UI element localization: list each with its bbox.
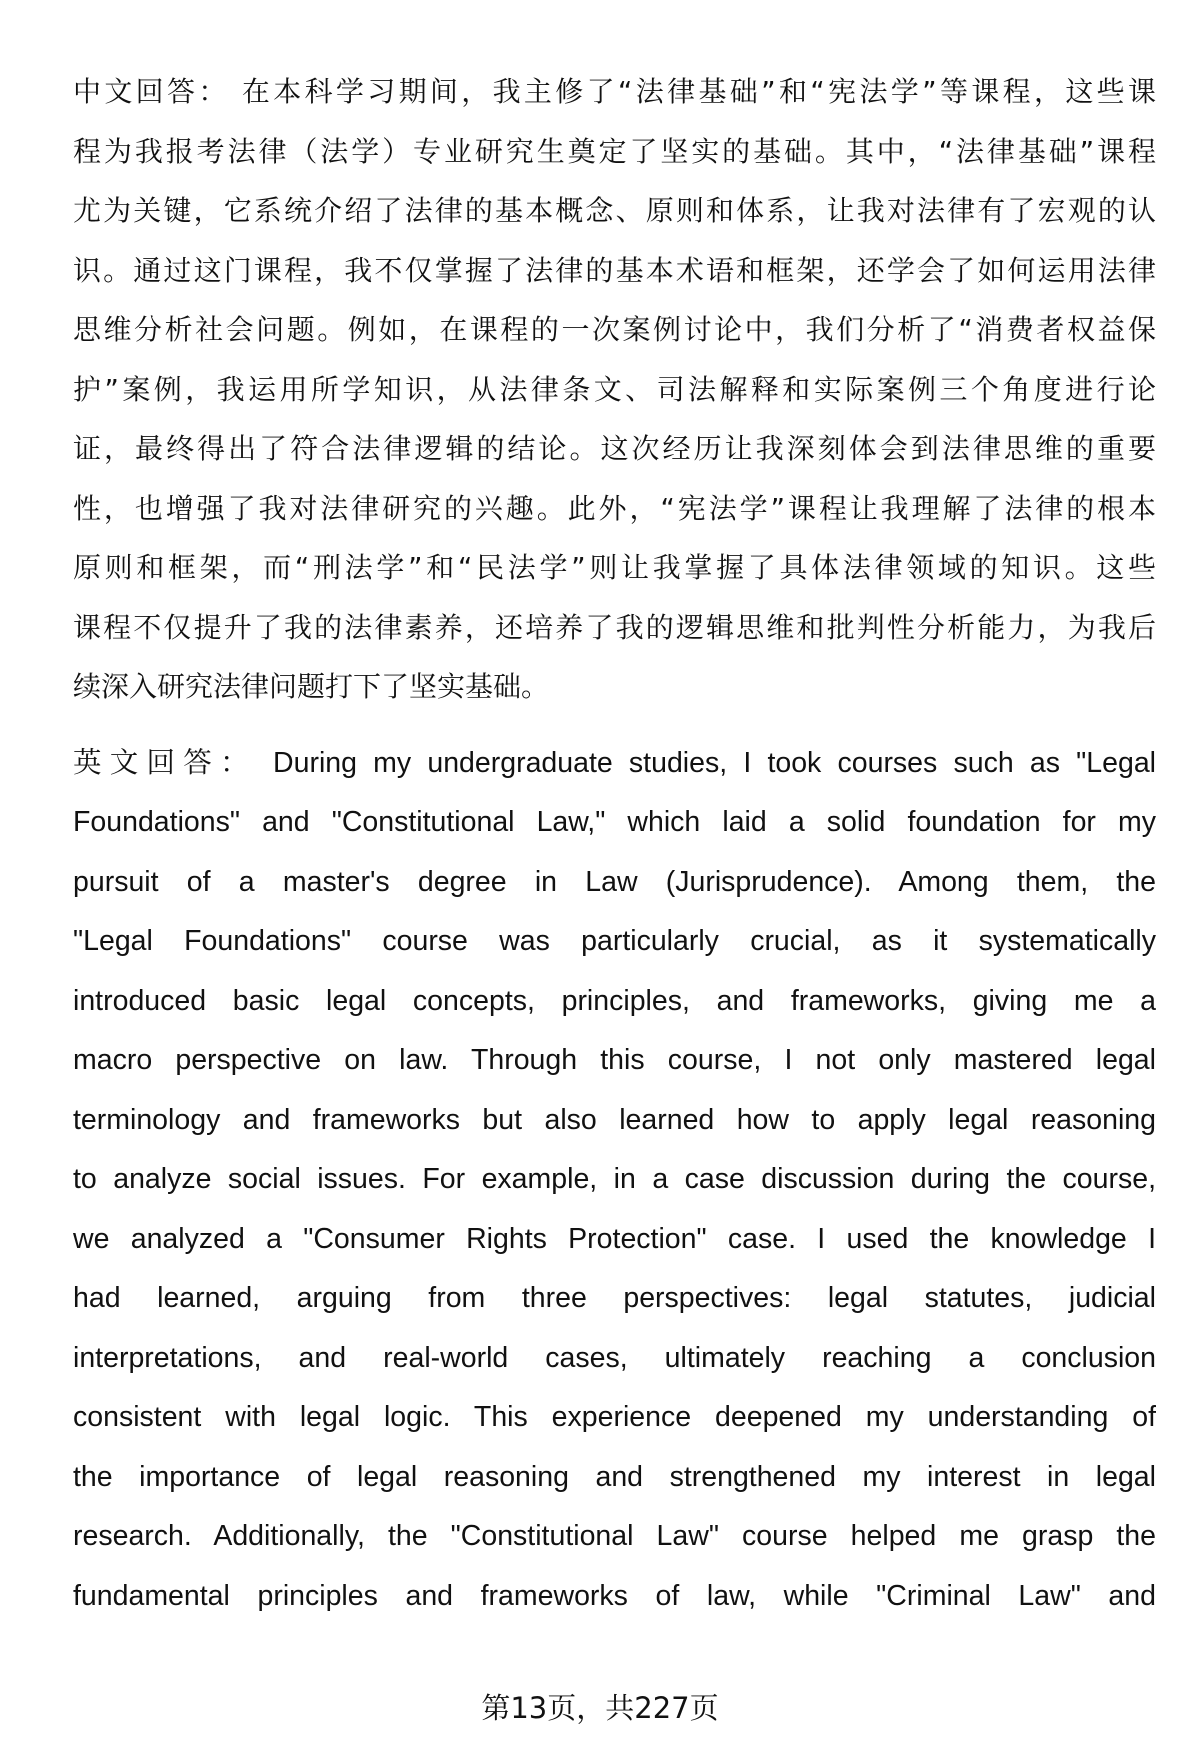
text-line: had learned, arguing from three perspectives: legal statutes, judicial bbox=[73, 1282, 1156, 1314]
text-line: 思维分析社会问题。例如，在课程的一次案例讨论中，我们分析了“消费者权益保 bbox=[73, 313, 1156, 346]
text-line: Foundations" and "Constitutional Law," which laid a solid foundation for my bbox=[73, 806, 1156, 838]
text-line: 程为我报考法律（法学）专业研究生奠定了坚实的基础。其中，“法律基础”课程 bbox=[73, 134, 1156, 168]
text-line: macro perspective on law. Through this course, I not only mastered legal bbox=[73, 1044, 1156, 1076]
text-line: the importance of legal reasoning and strengthened my interest in legal bbox=[73, 1460, 1156, 1493]
document-body bbox=[73, 62, 1156, 1626]
text-line: to analyze social issues. For example, in a case discussion during the course, bbox=[73, 1163, 1156, 1195]
text-line: introduced basic legal concepts, principles, and frameworks, giving me a bbox=[73, 984, 1156, 1017]
text-line: 性，也增强了我对法律研究的兴趣。此外，“宪法学”课程让我理解了法律的根本 bbox=[73, 491, 1156, 525]
text-line: 识。通过这门课程，我不仅掌握了法律的基本术语和框架，还学会了如何运用法律 bbox=[73, 253, 1156, 287]
text-line: 原则和框架，而“刑法学”和“民法学”则让我掌握了具体法律领域的知识。这些 bbox=[73, 551, 1156, 584]
text-line: research. Additionally, the "Constitutional Law" course helped me grasp the bbox=[73, 1520, 1156, 1552]
english-answer-paragraph bbox=[73, 734, 1156, 1627]
page-number: 第13页，共227页 bbox=[481, 1691, 719, 1725]
text-line: 证，最终得出了符合法律逻辑的结论。这次经历让我深刻体会到法律思维的重要 bbox=[73, 432, 1156, 465]
text-line: 英文回答： During my undergraduate studies, I took courses such as "Legal bbox=[73, 746, 1156, 779]
text-line: interpretations, and real-world cases, ultimately reaching a conclusion bbox=[73, 1341, 1156, 1374]
text-line: 续深入研究法律问题打下了坚实基础。 bbox=[73, 670, 550, 703]
text-line: fundamental principles and frameworks of law, while "Criminal Law" and bbox=[73, 1579, 1156, 1612]
text-line: 尤为关键，它系统介绍了法律的基本概念、原则和体系，让我对法律有了宏观的认 bbox=[73, 194, 1156, 227]
text-line: "Legal Foundations" course was particularly crucial, as it systematically bbox=[73, 925, 1156, 957]
text-line: 课程不仅提升了我的法律素养，还培养了我的逻辑思维和批判性分析能力，为我后 bbox=[73, 610, 1156, 644]
text-line: 中文回答： 在本科学习期间，我主修了“法律基础”和“宪法学”等课程，这些课 bbox=[73, 75, 1156, 108]
text-line: 护”案例，我运用所学知识，从法律条文、司法解释和实际案例三个角度进行论 bbox=[73, 372, 1156, 406]
text-line: we analyzed a "Consumer Rights Protection" case. I used the knowledge I bbox=[73, 1222, 1156, 1255]
text-line: pursuit of a master's degree in Law (Jurisprudence). Among them, the bbox=[73, 865, 1156, 898]
text-line: terminology and frameworks but also learned how to apply legal reasoning bbox=[73, 1103, 1156, 1136]
text-line: consistent with legal logic. This experience deepened my understanding of bbox=[73, 1401, 1156, 1433]
chinese-answer-paragraph bbox=[73, 62, 1156, 717]
